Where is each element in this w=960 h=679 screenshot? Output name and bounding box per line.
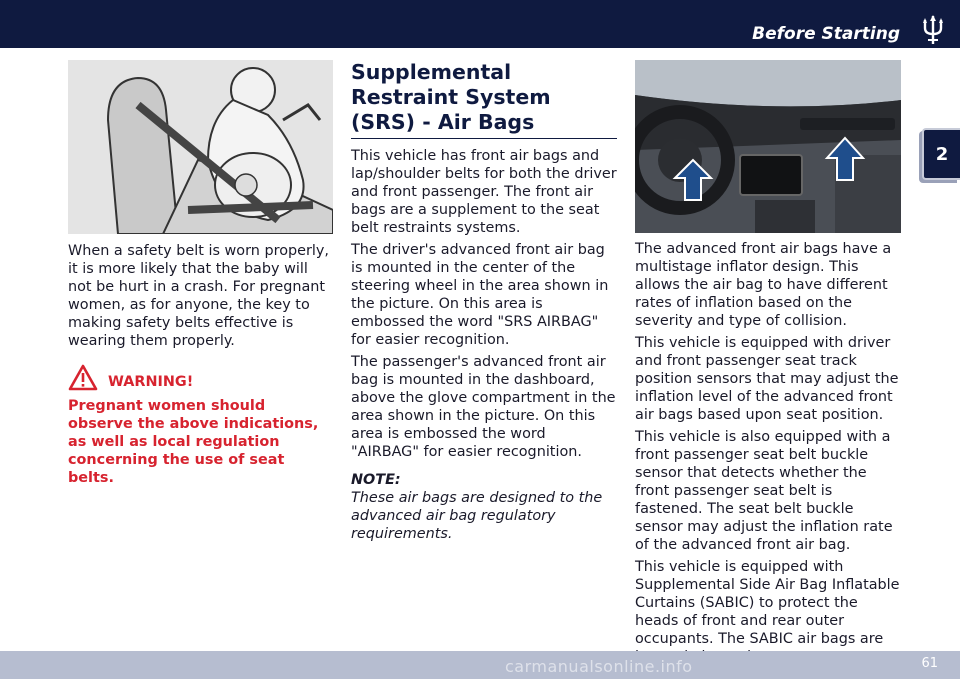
paragraph: This vehicle is also equipped with a front passenger seat belt buckle sensor that detects whether the front passenger seat belt is fastened. The seat belt buckle sensor may adjust the inflation rate of the advanced front air bag. xyxy=(635,429,893,553)
chapter-tab[interactable] xyxy=(922,128,960,180)
pregnant-woman-seatbelt-illustration xyxy=(68,60,333,234)
page-number: 61 xyxy=(921,656,938,671)
trident-logo-icon xyxy=(918,14,948,46)
paragraph: This vehicle has front air bags and lap/shoulder belts for both the driver and front passenger. The front air bags are a supplement to the seat belt restraints systems. xyxy=(351,148,617,236)
warning-text: Pregnant women should observe the above indications, as well as local regulation concerning the use of seat belts. xyxy=(68,398,319,486)
paragraph: The driver's advanced front air bag is mounted in the center of the steering wheel in the area shown in the picture. On this area is embossed the word "SRS AIRBAG" for easier recognition. xyxy=(351,242,609,348)
paragraph: This vehicle is equipped with Supplemental Side Air Bag Inflatable Curtains (SABIC) to protect the heads of front and rear outer occupants. The SABIC air bags are xyxy=(635,559,900,647)
caption-text: When a safety belt is worn properly, it is more likely that the baby will not be hurt in a crash. For pregnant women, as for anyone, the key to making safety belts effective is wearing them properly. xyxy=(68,243,329,349)
section-title: Before Starting xyxy=(752,24,900,44)
dashboard-airbag-photo xyxy=(635,60,901,233)
column-1 xyxy=(68,60,333,491)
note-label: NOTE: xyxy=(351,472,401,488)
section-heading: Supplemental Restraint System (SRS) - Air Bags xyxy=(351,60,617,139)
header-bar xyxy=(0,0,960,48)
paragraph: The advanced front air bags have a multistage inflator design. This allows the air bag to have different rates of inflation based on the severity and type of collision. xyxy=(635,241,892,329)
footer-bar xyxy=(0,651,960,679)
paragraph: This vehicle is equipped with driver and front passenger seat track position sensors that may adjust the inflation level of the advanced front air bags based upon seat position. xyxy=(635,335,899,423)
column-3 xyxy=(635,60,901,670)
watermark: carmanualsonline.info xyxy=(505,657,693,676)
warning-header xyxy=(68,364,333,391)
warning-label: WARNING! xyxy=(108,374,194,390)
chapter-number: 2 xyxy=(935,143,949,165)
paragraph: The passenger's advanced front air bag is mounted in the dashboard, above the glove compartment in the area shown in the picture. On this area is embossed the word "AIRBAG" for easier recognition. xyxy=(351,354,616,460)
column-2 xyxy=(351,60,617,547)
warning-triangle-icon xyxy=(68,364,98,391)
note-text: These air bags are designed to the advanced air bag regulatory requirements. xyxy=(351,490,603,542)
